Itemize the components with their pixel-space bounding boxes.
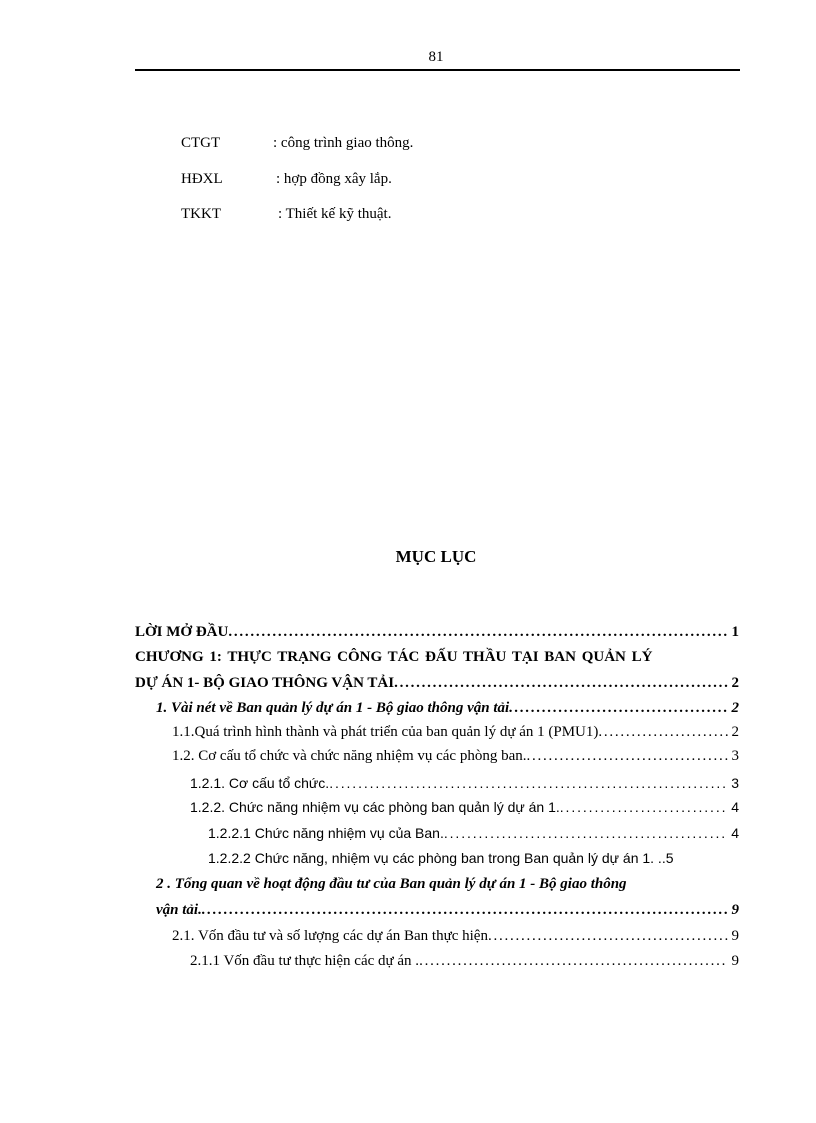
toc-leader-dots bbox=[560, 796, 727, 818]
toc-entry-line-1[interactable] bbox=[135, 646, 723, 668]
toc-leader-dots bbox=[329, 772, 727, 794]
toc-leader-dots bbox=[419, 950, 727, 972]
toc-entry-page: 3 bbox=[731, 775, 739, 791]
toc-entry-page: 1 bbox=[731, 624, 739, 640]
toc-entry-label: 1.2.2.2 Chức năng, nhiệm vụ các phòng ban trong Ban quản lý dự án 1. .. bbox=[208, 850, 666, 866]
abbreviation-row bbox=[181, 133, 413, 153]
toc-entry-page: 5 bbox=[665, 850, 674, 866]
header-rule bbox=[135, 69, 740, 71]
toc-entry[interactable] bbox=[172, 925, 739, 947]
toc-leader-dots bbox=[509, 697, 727, 719]
toc-entry[interactable] bbox=[190, 772, 739, 794]
toc-entry-label: 1.2.2. Chức năng nhiệm vụ các phòng ban quản lý dự án 1. bbox=[190, 799, 560, 815]
toc-entry[interactable] bbox=[172, 721, 739, 743]
abbreviation-row bbox=[181, 169, 392, 189]
toc-entry-label: 2.1.1 Vốn đầu tư thực hiện các dự án . bbox=[190, 953, 420, 969]
toc-entry-line-1[interactable] bbox=[156, 873, 739, 895]
toc-entry-page: 4 bbox=[731, 799, 739, 815]
abbreviation-term: CTGT bbox=[181, 135, 221, 151]
toc-entry[interactable] bbox=[208, 847, 739, 869]
abbreviation-definition: : Thiết kế kỹ thuật. bbox=[278, 206, 392, 222]
toc-leader-dots bbox=[444, 822, 727, 844]
toc-entry-label: 1.2.1. Cơ cấu tổ chức. bbox=[190, 775, 330, 791]
abbreviation-definition: : hợp đồng xây lắp. bbox=[276, 171, 392, 187]
toc-leader-dots bbox=[488, 925, 728, 947]
toc-entry-label: DỰ ÁN 1- BỘ GIAO THÔNG VẬN TẢI bbox=[135, 675, 395, 691]
toc-entry-page: 9 bbox=[731, 953, 739, 969]
toc-entry[interactable] bbox=[190, 950, 739, 972]
toc-entry[interactable] bbox=[156, 697, 739, 719]
toc-entry-label: 2.1. Vốn đầu tư và số lượng các dự án Ban thực hiện bbox=[172, 928, 488, 944]
toc-entry-page: 2 bbox=[731, 700, 739, 716]
toc-entry[interactable] bbox=[190, 796, 739, 818]
toc-entry-label: LỜI MỞ ĐẦU bbox=[135, 624, 229, 640]
toc-entry-line-2[interactable] bbox=[156, 899, 739, 921]
toc-leader-dots bbox=[598, 721, 727, 743]
toc-leader-dots bbox=[527, 745, 728, 767]
toc-entry[interactable] bbox=[135, 621, 739, 643]
toc-entry-label: 1.1.Quá trình hình thành và phát triển của ban quản lý dự án 1 (PMU1) bbox=[172, 724, 599, 740]
abbreviation-term: TKKT bbox=[181, 206, 221, 222]
toc-entry-page: 3 bbox=[731, 748, 739, 764]
toc-entry-page: 9 bbox=[731, 902, 739, 918]
toc-entry-label: 1.2.2.1 Chức năng nhiệm vụ của Ban. bbox=[208, 825, 444, 841]
page-number: 81 bbox=[428, 49, 444, 65]
toc-entry-page: 2 bbox=[731, 675, 739, 691]
toc-leader-dots bbox=[394, 672, 727, 694]
toc-leader-dots bbox=[228, 621, 727, 643]
toc-entry-page: 4 bbox=[731, 825, 739, 841]
toc-entry-label: 1.2. Cơ cấu tổ chức và chức năng nhiệm vụ các phòng ban. bbox=[172, 748, 527, 764]
toc-title: MỤC LỤC bbox=[395, 547, 477, 566]
toc-entry-page: 9 bbox=[731, 928, 739, 944]
abbreviation-term: HĐXL bbox=[181, 171, 223, 187]
toc-entry-label: vận tải. bbox=[156, 902, 202, 918]
toc-leader-dots bbox=[202, 899, 728, 921]
abbreviation-definition: : công trình giao thông. bbox=[273, 135, 414, 151]
abbreviation-row bbox=[181, 204, 391, 224]
toc-entry-page: 2 bbox=[731, 724, 739, 740]
toc-entry[interactable] bbox=[208, 822, 739, 844]
toc-entry[interactable] bbox=[172, 745, 739, 767]
toc-entry-label: CHƯƠNG 1: THỰC TRẠNG CÔNG TÁC ĐẤU THẦU TẠI BAN QUẢN LÝ bbox=[135, 649, 653, 665]
toc-entry-label: 1. Vài nét về Ban quản lý dự án 1 - Bộ giao thông vận tải bbox=[156, 700, 510, 716]
toc-entry-line-2[interactable] bbox=[135, 672, 739, 694]
toc-entry-label: 2 . Tổng quan về hoạt động đầu tư của Ban quản lý dự án 1 - Bộ giao thông bbox=[156, 876, 627, 892]
